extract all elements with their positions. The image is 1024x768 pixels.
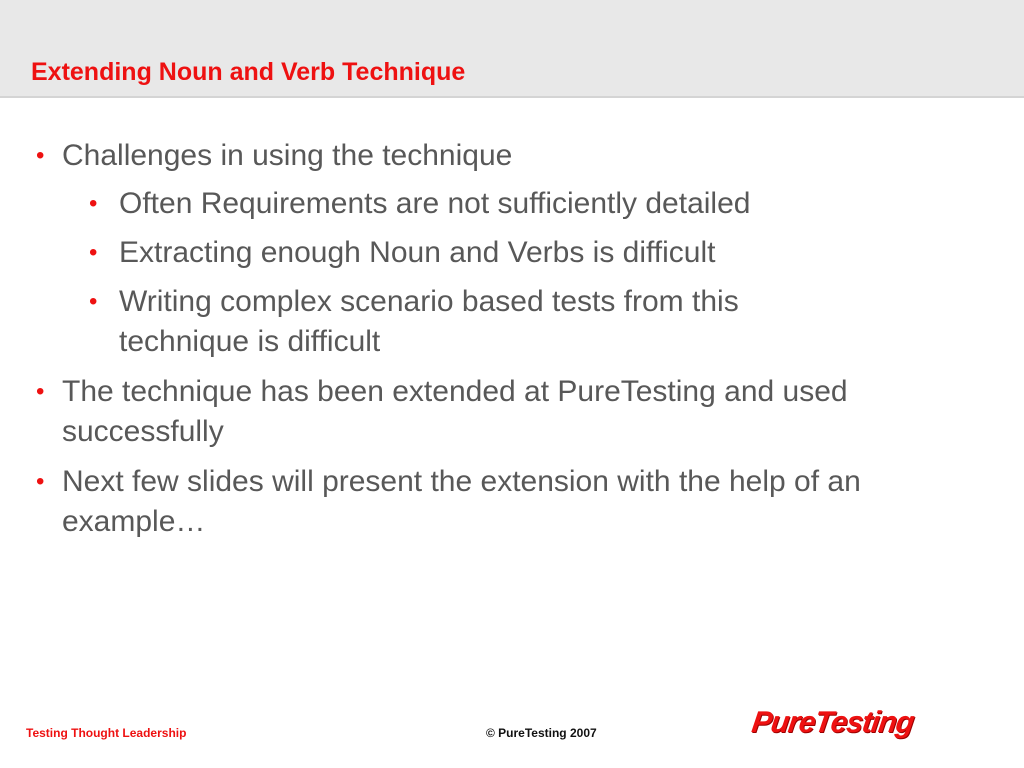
slide-title: Extending Noun and Verb Technique <box>31 58 466 86</box>
bullet-item <box>36 136 992 176</box>
sub-bullet-item <box>89 184 879 224</box>
bullet-text: Challenges in using the technique <box>62 139 513 172</box>
bullet-text: Often Requirements are not sufficiently detailed <box>119 187 751 220</box>
bullet-dot-icon: • <box>36 378 45 405</box>
footer-tagline: Testing Thought Leadership <box>26 726 187 740</box>
footer-copyright: © PureTesting 2007 <box>486 726 597 740</box>
puretesting-logo: PureTesting <box>749 706 916 739</box>
bullet-dot-icon: • <box>36 468 45 495</box>
sub-bullet-item <box>89 233 879 273</box>
bullet-item <box>36 372 987 452</box>
bullet-item <box>36 462 992 542</box>
bullet-text: Writing complex scenario based tests from this technique is difficult <box>119 285 739 358</box>
bullet-text: Next few slides will present the extension with the help of an example… <box>62 465 861 538</box>
bullet-dot-icon: • <box>36 142 45 169</box>
bullet-dot-icon: • <box>89 190 98 217</box>
bullet-text: The technique has been extended at PureTesting and used successfully <box>62 375 848 448</box>
bullet-dot-icon: • <box>89 239 98 266</box>
bullet-dot-icon: • <box>89 288 98 315</box>
bullet-text: Extracting enough Noun and Verbs is difficult <box>119 236 716 269</box>
sub-bullet-item <box>89 282 849 362</box>
